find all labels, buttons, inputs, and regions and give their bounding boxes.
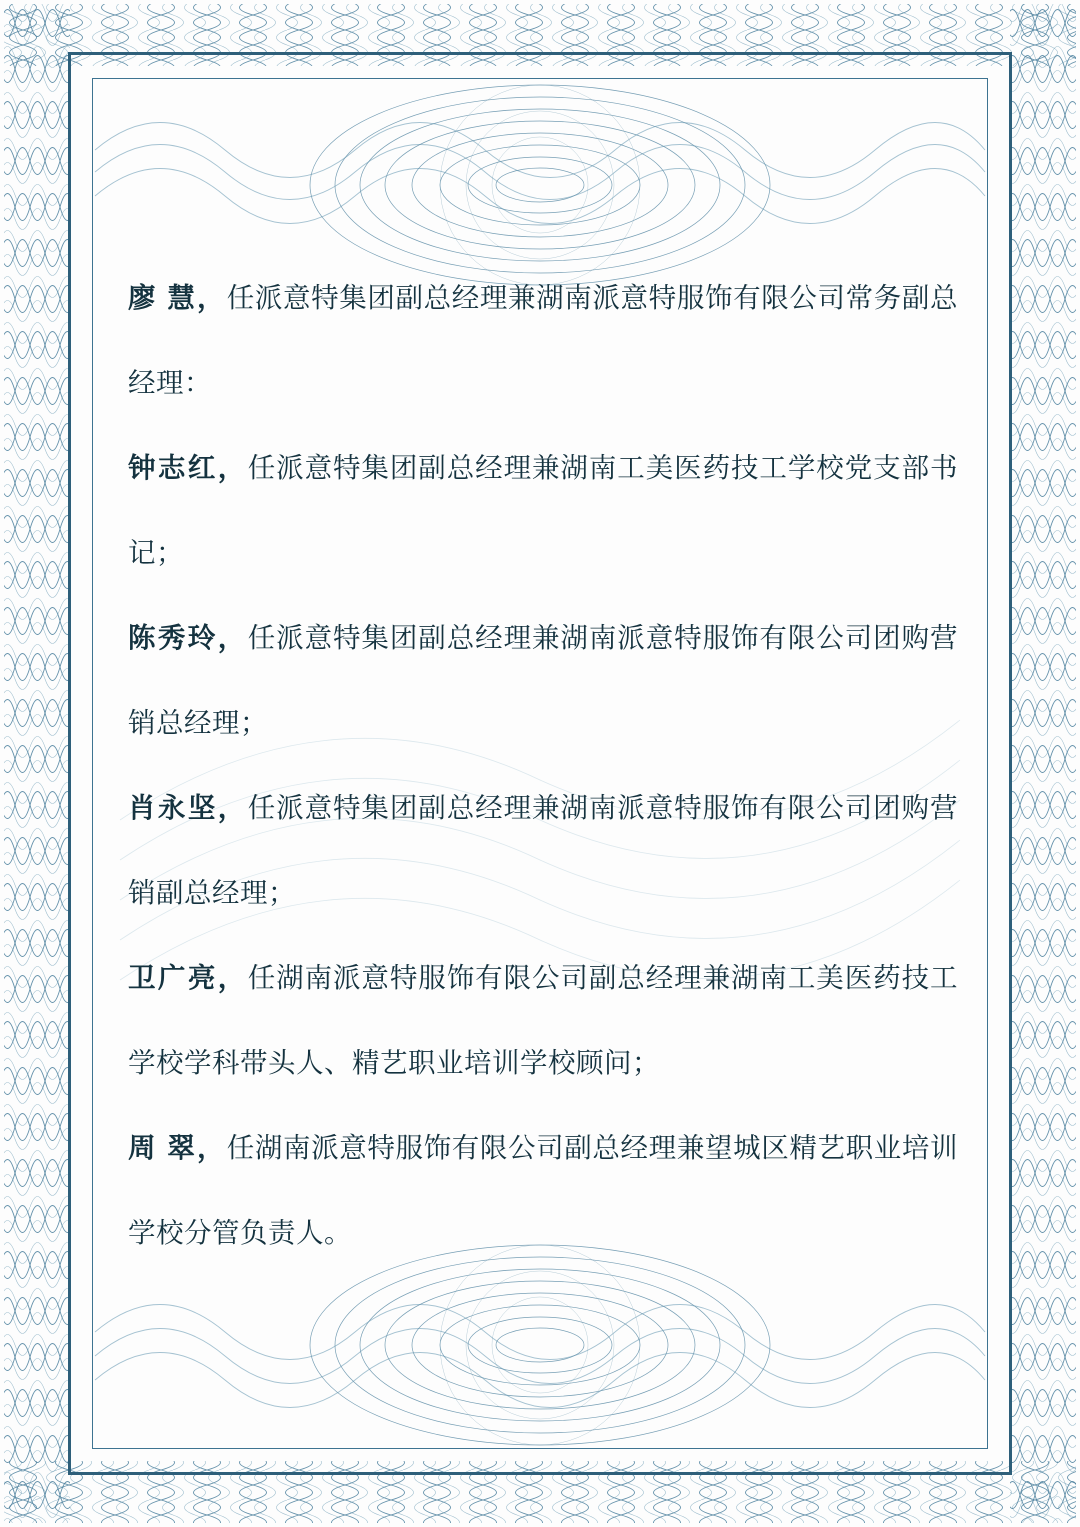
appointee-title: 任派意特集团副总经理兼湖南派意特服饰有限公司团购营销总经理； [128,622,959,738]
appointee-name: 陈秀玲， [128,622,248,653]
appointee-title: 任湖南派意特服饰有限公司副总经理兼望城区精艺职业培训学校分管负责人。 [128,1132,959,1248]
appointee-title: 任派意特集团副总经理兼湖南派意特服饰有限公司常务副总经理： [128,282,959,398]
appointee-name: 廖 慧， [128,282,227,313]
appointment-entry [128,255,958,425]
appointee-name: 钟志红， [128,452,248,483]
appointee-name: 肖永坚， [128,792,248,823]
appointment-entry [128,595,958,765]
appointee-title: 任湖南派意特服饰有限公司副总经理兼湖南工美医药技工学校学科带头人、精艺职业培训学校顾问； [128,962,959,1078]
appointment-entries-list [128,255,958,1275]
appointee-title: 任派意特集团副总经理兼湖南工美医药技工学校党支部书记； [128,452,959,568]
appointment-entry [128,935,958,1105]
appointment-entry [128,1105,958,1275]
appointment-entry [128,425,958,595]
appointee-title: 任派意特集团副总经理兼湖南派意特服饰有限公司团购营销副总经理； [128,792,959,908]
appointment-entry [128,765,958,935]
appointee-name: 周 翠， [128,1132,227,1163]
appointee-name: 卫广亮， [128,962,248,993]
